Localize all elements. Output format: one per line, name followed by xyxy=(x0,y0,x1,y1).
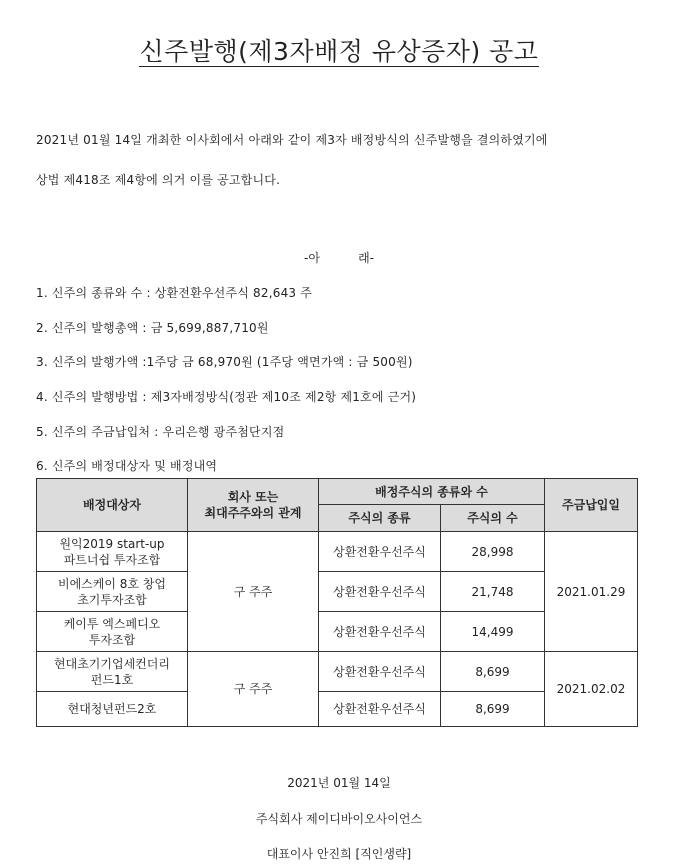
footer-company: 주식회사 제이디바이오사이언스 xyxy=(255,812,423,826)
share-count-cell: 8,699 xyxy=(441,692,545,727)
share-type-cell: 상환전환우선주식 xyxy=(319,652,441,692)
notice-heading: -아 래- xyxy=(304,251,374,265)
allottee-cell xyxy=(37,532,188,572)
allottee-line1: 원익2019 start-up xyxy=(59,536,165,551)
allottee-line2: 펀드1호 xyxy=(90,672,134,687)
item-1: 1. 신주의 종류와 수 : 상환전환우선주식 82,643 주 xyxy=(36,286,313,300)
allottee-line2: 투자조합 xyxy=(88,632,136,647)
allottee-cell: 현대청년펀드2호 xyxy=(37,692,188,727)
share-count-cell: 14,499 xyxy=(441,612,545,652)
share-count-cell: 28,998 xyxy=(441,532,545,572)
share-type-cell: 상환전환우선주식 xyxy=(319,692,441,727)
allottee-line2: 파트너쉽 투자조합 xyxy=(63,552,161,567)
allottee-cell xyxy=(37,572,188,612)
page-title xyxy=(0,32,678,68)
allottee-cell xyxy=(37,612,188,652)
payment-date-cell: 2021.02.02 xyxy=(545,652,638,727)
item-2: 2. 신주의 발행총액 : 금 5,699,887,710원 xyxy=(36,321,269,335)
share-type-cell: 상환전환우선주식 xyxy=(319,532,441,572)
share-type-cell: 상환전환우선주식 xyxy=(319,612,441,652)
header-relation-line1: 회사 또는 xyxy=(227,490,279,504)
item-6: 6. 신주의 배정대상자 및 배정내역 xyxy=(36,459,218,473)
allocation-table xyxy=(36,478,638,727)
item-3: 3. 신주의 발행가액 :1주당 금 68,970원 (1주당 액면가액 : 금 500원) xyxy=(36,355,413,369)
item-5: 5. 신주의 주금납입처 : 우리은행 광주첨단지점 xyxy=(36,425,285,439)
allottee-line2: 초기투자조합 xyxy=(77,592,147,607)
allottee-line1: 현대초기기업세컨더리 xyxy=(54,656,170,671)
header-payment-date: 주금납입일 xyxy=(545,479,638,532)
table-row xyxy=(37,532,638,572)
relation-cell: 구 주주 xyxy=(188,652,319,727)
footer-date: 2021년 01월 14일 xyxy=(287,776,391,790)
header-share-count: 주식의 수 xyxy=(441,505,545,532)
intro-line-1: 2021년 01월 14일 개최한 이사회에서 아래와 같이 제3자 배정방식의 신주발행을 결의하였기에 xyxy=(36,133,548,147)
allottee-cell xyxy=(37,652,188,692)
header-share-type: 주식의 종류 xyxy=(319,505,441,532)
share-count-cell: 21,748 xyxy=(441,572,545,612)
share-count-cell: 8,699 xyxy=(441,652,545,692)
table-row xyxy=(37,652,638,692)
footer-ceo: 대표이사 안진희 [직인생략] xyxy=(266,847,412,861)
allottee-line1: 비에스케이 8호 창업 xyxy=(57,576,166,591)
item-4: 4. 신주의 발행방법 : 제3자배정방식(정관 제10조 제2항 제1호에 근거) xyxy=(36,390,417,404)
payment-date-cell: 2021.01.29 xyxy=(545,532,638,652)
relation-cell: 구 주주 xyxy=(188,532,319,652)
page-title-text: 신주발행(제3자배정 유상증자) 공고 xyxy=(139,37,539,66)
header-allottee: 배정대상자 xyxy=(37,479,188,532)
header-share-group: 배정주식의 종류와 수 xyxy=(319,479,545,505)
allottee-line1: 케이투 엑스페디오 xyxy=(63,616,161,631)
table-header-row xyxy=(37,479,638,505)
intro-line-2: 상법 제418조 제4항에 의거 이를 공고합니다. xyxy=(36,173,281,187)
share-type-cell: 상환전환우선주식 xyxy=(319,572,441,612)
header-relation xyxy=(188,479,319,532)
header-relation-line2: 최대주주와의 관계 xyxy=(204,506,302,520)
